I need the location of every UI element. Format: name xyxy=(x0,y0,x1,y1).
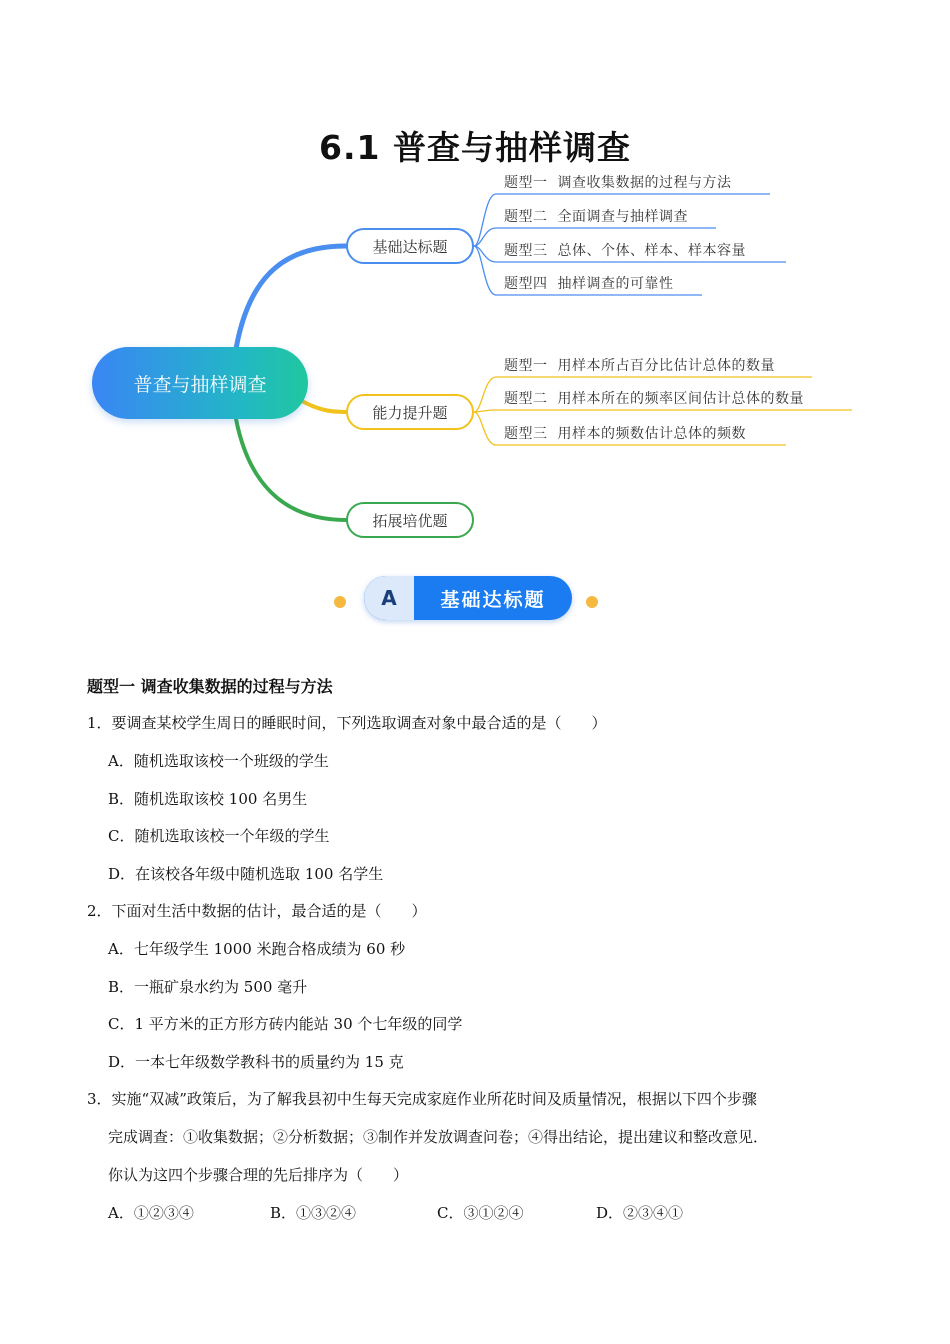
mindmap-branch-advanced: 能力提升题 xyxy=(346,394,474,430)
section-banner xyxy=(364,576,572,620)
question-option: A．随机选取该校一个班级的学生 xyxy=(108,752,329,770)
question-option: D．在该校各年级中随机选取 100 名学生 xyxy=(108,865,384,883)
question-stem: 3．实施“双减”政策后，为了解我县初中生每天完成家庭作业所花时间及质量情况，根据以下四个步骤 xyxy=(87,1090,757,1108)
mindmap-branch-extension: 拓展培优题 xyxy=(346,502,474,538)
mindmap-leaf xyxy=(504,423,746,443)
question-option: A．七年级学生 1000 米跑合格成绩为 60 秒 xyxy=(108,940,406,958)
question-option: C．1 平方米的正方形方砖内能站 30 个七年级的同学 xyxy=(108,1015,463,1033)
leaf-number: 题型一 xyxy=(504,358,548,374)
banner-letter: A xyxy=(364,576,414,620)
question-option: D．一本七年级数学教科书的质量约为 15 克 xyxy=(108,1053,404,1071)
leaf-text: 用样本所在的频率区间估计总体的数量 xyxy=(557,391,804,407)
leaf-number: 题型二 xyxy=(504,209,548,225)
leaf-text: 全面调查与抽样调查 xyxy=(557,209,688,225)
question-option: C．随机选取该校一个年级的学生 xyxy=(108,827,330,845)
question-stem: 2．下面对生活中数据的估计，最合适的是（ ） xyxy=(87,902,427,920)
mindmap-leaf xyxy=(504,206,688,226)
leaf-number: 题型四 xyxy=(504,276,548,292)
leaf-text: 调查收集数据的过程与方法 xyxy=(557,175,732,191)
mindmap-leaf xyxy=(504,172,732,192)
mindmap-connectors xyxy=(0,0,950,560)
question-option: A．①②③④ xyxy=(108,1204,194,1222)
question-option: B．①③②④ xyxy=(270,1204,357,1222)
question-option: D．②③④① xyxy=(596,1204,684,1222)
leaf-number: 题型三 xyxy=(504,426,548,442)
question-option: B．随机选取该校 100 名男生 xyxy=(108,790,308,808)
question-stem: 1．要调查某校学生周日的睡眠时间，下列选取调查对象中最合适的是（ ） xyxy=(87,714,607,732)
mindmap-leaf xyxy=(504,273,674,293)
leaf-number: 题型一 xyxy=(504,175,548,191)
banner-text: 基础达标题 xyxy=(440,588,546,611)
mindmap-branch-basic: 基础达标题 xyxy=(346,228,474,264)
leaf-number: 题型二 xyxy=(504,391,548,407)
leaf-number: 题型三 xyxy=(504,243,548,259)
mindmap-leaf xyxy=(504,355,775,375)
question-stem-continued: 完成调查：①收集数据；②分析数据；③制作并发放调查问卷；④得出结论，提出建议和整改意见． xyxy=(108,1128,769,1146)
section-heading: 题型一 调查收集数据的过程与方法 xyxy=(87,677,333,696)
mindmap-leaf xyxy=(504,388,804,408)
page-title: 6.1 普查与抽样调查 xyxy=(319,128,631,167)
leaf-text: 抽样调查的可靠性 xyxy=(557,276,674,292)
leaf-text: 用样本的频数估计总体的频数 xyxy=(557,426,746,442)
leaf-text: 用样本所占百分比估计总体的数量 xyxy=(557,358,775,374)
leaf-text: 总体、个体、样本、样本容量 xyxy=(557,243,746,259)
mindmap-root: 普查与抽样调查 xyxy=(92,347,308,419)
mindmap-leaf xyxy=(504,240,746,260)
question-option: B．一瓶矿泉水约为 500 毫升 xyxy=(108,978,308,996)
question-stem-continued: 你认为这四个步骤合理的先后排序为（ ） xyxy=(108,1166,409,1184)
question-option: C．③①②④ xyxy=(437,1204,524,1222)
